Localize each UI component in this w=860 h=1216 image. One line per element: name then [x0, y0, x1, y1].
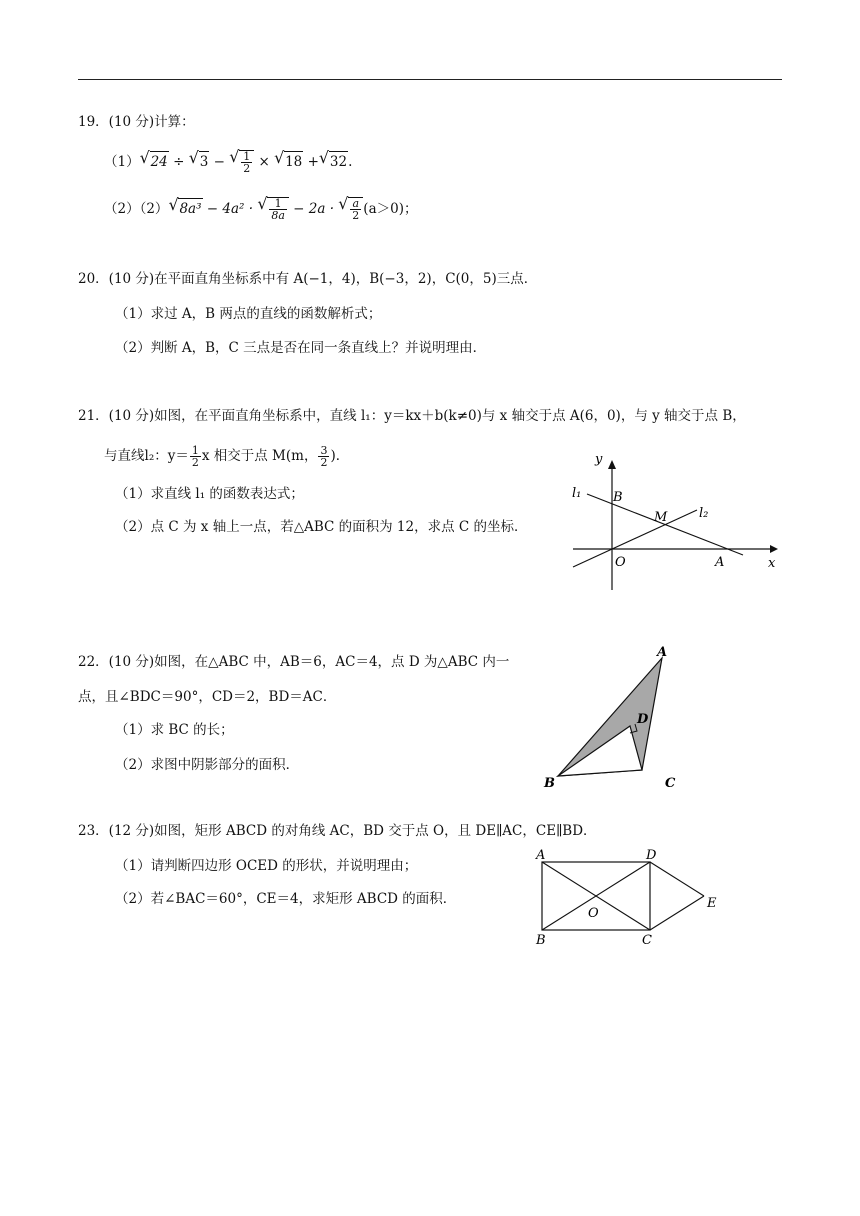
label-O: O	[588, 906, 599, 921]
q19-part1: （1）√ 24 ÷ √ 3 − √ $\frac{1}{2}$ × √ 18 +√ 32.	[104, 150, 352, 174]
q20-part1: （1）求过 A，B 两点的直线的函数解析式；	[115, 306, 382, 322]
x-axis-arrow	[770, 545, 778, 553]
header-rule	[78, 79, 782, 80]
label-C: C	[665, 776, 676, 791]
label-x: x	[768, 556, 776, 571]
q19-title: 19．(10 分)计算：	[78, 114, 195, 130]
label-A: A	[715, 555, 725, 570]
q21-figure	[565, 455, 785, 595]
q20-title: 20．(10 分)在平面直角坐标系中有 A(−1，4)，B(−3，2)，C(0，5)三点．	[78, 271, 538, 287]
label-C: C	[642, 933, 652, 948]
label-A: A	[536, 848, 546, 863]
q23-part2: （2）若∠BAC＝60°，CE＝4，求矩形 ABCD 的面积．	[115, 891, 457, 907]
label-M: M	[654, 510, 668, 525]
q22-part1: （1）求 BC 的长；	[115, 722, 234, 738]
q23-figure	[530, 845, 725, 950]
q22-line2: 点，且∠BDC＝90°，CD＝2，BD＝AC．	[78, 689, 337, 705]
line-l2	[573, 510, 697, 567]
label-O: O	[615, 555, 626, 570]
q19-part2: （2）（2）√ 8a³ − 4a² · √ $\frac{1}{8a}$ − 2a · √ $\frac{a}{2}$ (a＞0)；	[104, 197, 417, 221]
label-D: D	[646, 848, 657, 863]
segment-de	[650, 862, 704, 896]
label-l1: l₁	[572, 486, 582, 501]
q23-part1: （1）请判断四边形 OCED 的形状，并说明理由；	[115, 858, 418, 874]
label-B: B	[536, 933, 546, 948]
q22-part2: （2）求图中阴影部分的面积．	[115, 757, 300, 773]
label-B: B	[544, 776, 555, 791]
q21-part1: （1）求直线 l₁ 的函数表达式；	[115, 486, 304, 502]
q22-figure	[538, 640, 688, 795]
q20-part2: （2）判断 A，B，C 三点是否在同一条直线上？并说明理由．	[115, 340, 487, 356]
label-A: A	[657, 645, 668, 660]
label-D: D	[637, 712, 649, 727]
label-B: B	[613, 490, 623, 505]
label-l2: l₂	[699, 506, 709, 521]
q23-title: 23．(12 分)如图，矩形 ABCD 的对角线 AC，BD 交于点 O，且 DE∥AC，CE∥BD．	[78, 823, 597, 839]
label-y: y	[595, 455, 603, 467]
segment-ce	[650, 896, 704, 930]
q21-part2: （2）点 C 为 x 轴上一点，若△ABC 的面积为 12，求点 C 的坐标．	[115, 519, 528, 535]
label-E: E	[707, 896, 717, 911]
q22-title: 22．(10 分)如图，在△ABC 中，AB＝6，AC＝4，点 D 为△ABC 内一	[78, 654, 510, 670]
q21-line2: 与直线l₂：y＝ $\frac{1}{2}$ x 相交于点 M(m， $\frac{3}{2}$ )．	[104, 444, 350, 469]
y-axis-arrow	[608, 460, 616, 469]
q21-title: 21．(10 分)如图，在平面直角坐标系中，直线 l₁：y＝kx＋b(k≠0)与 x 轴交于点 A(6，0)，与 y 轴交于点 B，	[78, 408, 746, 424]
